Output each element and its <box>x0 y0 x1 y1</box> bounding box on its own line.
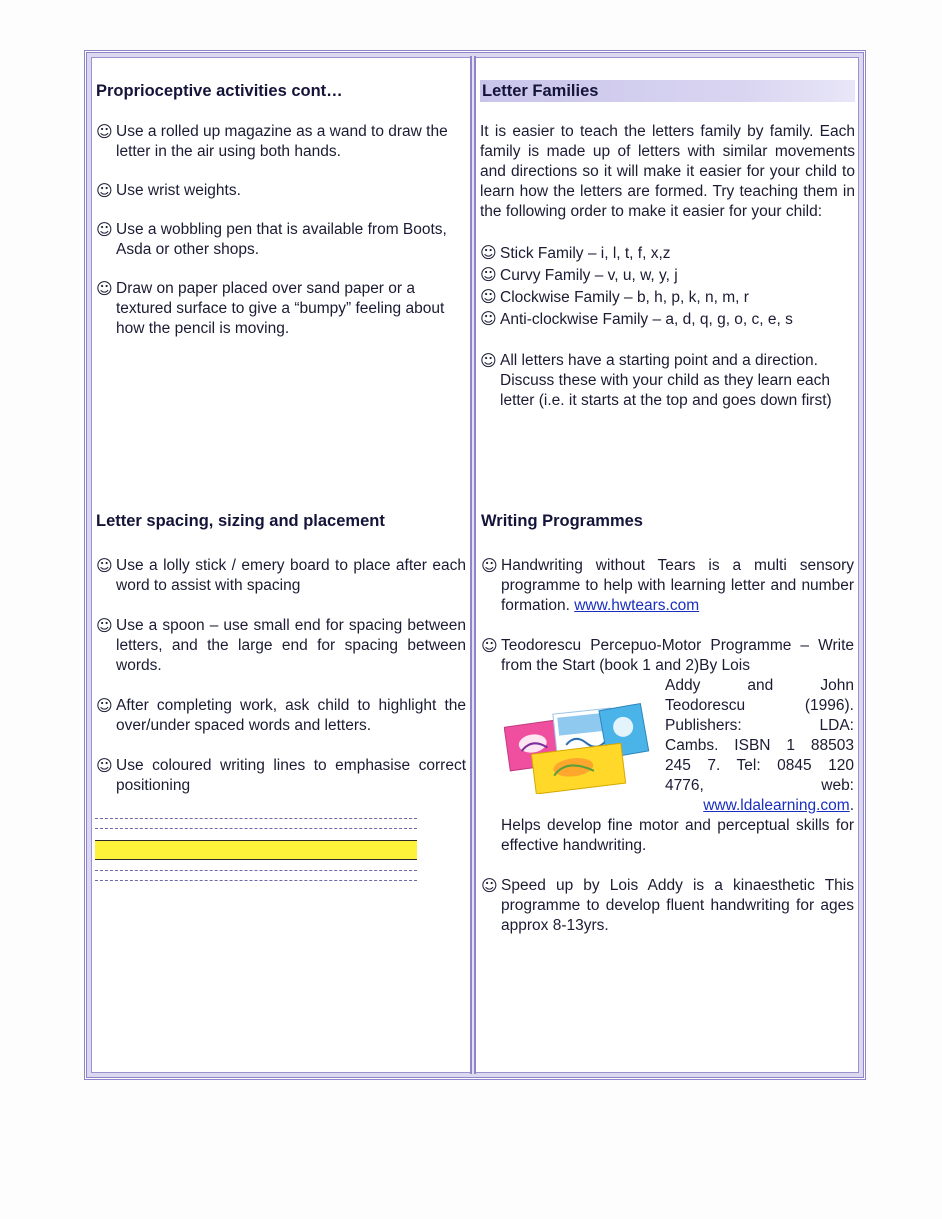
detail-line: Addy and John <box>665 677 854 694</box>
list-item-text: Use coloured writing lines to emphasise correct positioning <box>116 757 466 794</box>
list-item <box>96 279 464 339</box>
list-item <box>480 309 855 331</box>
smiley-icon: ☺ <box>96 122 113 141</box>
detail-line: Publishers: LDA: <box>665 717 854 734</box>
list-item-text: Draw on paper placed over sand paper or a textured surface to give a “bumpy” feeling about how the pencil is moving. <box>116 280 445 337</box>
list-item <box>96 122 464 162</box>
list-item <box>96 616 466 676</box>
list-item-text: Use a rolled up magazine as a wand to draw the letter in the air using both hands. <box>116 123 448 160</box>
smiley-icon: ☺ <box>96 181 113 200</box>
link-period: . <box>849 797 854 814</box>
heading-letter-spacing: Letter spacing, sizing and placement <box>96 512 385 530</box>
detail-line: 245 7. Tel: 0845 120 <box>665 757 854 774</box>
family-clockwise: Clockwise Family – b, h, p, k, n, m, r <box>500 289 749 306</box>
starting-point-note: All letters have a starting point and a direction. Discuss these with your child as they learn each letter (i.e. it starts at the top and goes down first) <box>500 352 832 409</box>
smiley-icon: ☺ <box>96 756 113 775</box>
smiley-icon: ☺ <box>480 243 497 262</box>
smiley-icon: ☺ <box>481 636 498 655</box>
family-stick: Stick Family – i, l, t, f, x,z <box>500 245 671 262</box>
smiley-icon: ☺ <box>481 876 498 895</box>
smiley-icon: ☺ <box>480 309 497 328</box>
list-item-text: Use a wobbling pen that is available from Boots, Asda or other shops. <box>116 221 447 258</box>
column-divider <box>470 56 476 1074</box>
list-item-text <box>501 556 854 616</box>
smiley-icon: ☺ <box>480 265 497 284</box>
workbook-covers-image <box>504 702 654 794</box>
smiley-icon: ☺ <box>96 616 113 635</box>
list-item <box>481 556 854 616</box>
smiley-icon: ☺ <box>96 556 113 575</box>
list-item-text: Use a spoon – use small end for spacing between letters, and the large end for spacing between words. <box>116 617 466 674</box>
list-item <box>96 756 466 796</box>
teodorescu-tail: Helps develop fine motor and perceptual skills for effective handwriting. <box>501 817 854 854</box>
list-item <box>480 287 855 309</box>
list-item-text: Use a lolly stick / emery board to place after each word to assist with spacing <box>116 557 466 594</box>
heading-proprioceptive: Proprioceptive activities cont… <box>96 82 343 100</box>
ldalearning-link[interactable]: www.ldalearning.com <box>703 797 850 814</box>
family-list <box>480 243 855 331</box>
lda-link-line <box>501 796 854 816</box>
smiley-icon: ☺ <box>96 279 113 298</box>
intro-paragraph: It is easier to teach the letters family by family. Each family is made up of letters with similar movements and directions so it will make it easier for your child to learn how the letters are formed. Try teaching them in the following order to make it easier for your child: <box>480 123 855 220</box>
heading-letter-families: Letter Families <box>480 80 855 102</box>
smiley-icon: ☺ <box>480 351 497 370</box>
family-curvy: Curvy Family – v, u, w, y, j <box>500 267 678 284</box>
smiley-icon: ☺ <box>480 287 497 306</box>
smiley-icon: ☺ <box>96 696 113 715</box>
list-item <box>96 556 466 596</box>
hwtears-link[interactable]: www.hwtears.com <box>574 597 700 614</box>
teodorescu-title: Teodorescu Percepuo-Motor Programme – Write from the Start (book 1 and 2)By Lois <box>501 637 854 674</box>
panel-letter-families <box>480 80 855 411</box>
detail-line: Teodorescu (1996). <box>665 697 854 714</box>
smiley-icon: ☺ <box>481 556 498 575</box>
list-item-text: Use wrist weights. <box>116 182 241 199</box>
list-item <box>96 181 464 201</box>
panel-letter-spacing <box>96 510 466 796</box>
list-item <box>96 220 464 260</box>
list-item <box>480 265 855 287</box>
hwtears-text: Handwriting without Tears is a multi sensory programme to help with learning letter and number formation. <box>501 557 854 614</box>
detail-line: 4776, web: <box>665 777 854 794</box>
list-item <box>480 243 855 265</box>
list-item-text: After completing work, ask child to highlight the over/under spaced words and letters. <box>116 697 466 734</box>
teodorescu-details <box>665 676 854 796</box>
smiley-icon: ☺ <box>96 220 113 239</box>
speed-up-text: Speed up by Lois Addy is a kinaesthetic This programme to develop fluent handwriting for ages approx 8-13yrs. <box>501 877 854 934</box>
detail-line: Cambs. ISBN 1 88503 <box>665 737 854 754</box>
coloured-writing-lines-image <box>95 818 417 882</box>
list-item <box>96 696 466 736</box>
list-item <box>481 876 854 936</box>
family-anticlockwise: Anti-clockwise Family – a, d, q, g, o, c, e, s <box>500 311 793 328</box>
list-item <box>480 351 855 411</box>
heading-writing-programmes: Writing Programmes <box>481 512 643 530</box>
panel-proprioceptive <box>96 80 464 339</box>
